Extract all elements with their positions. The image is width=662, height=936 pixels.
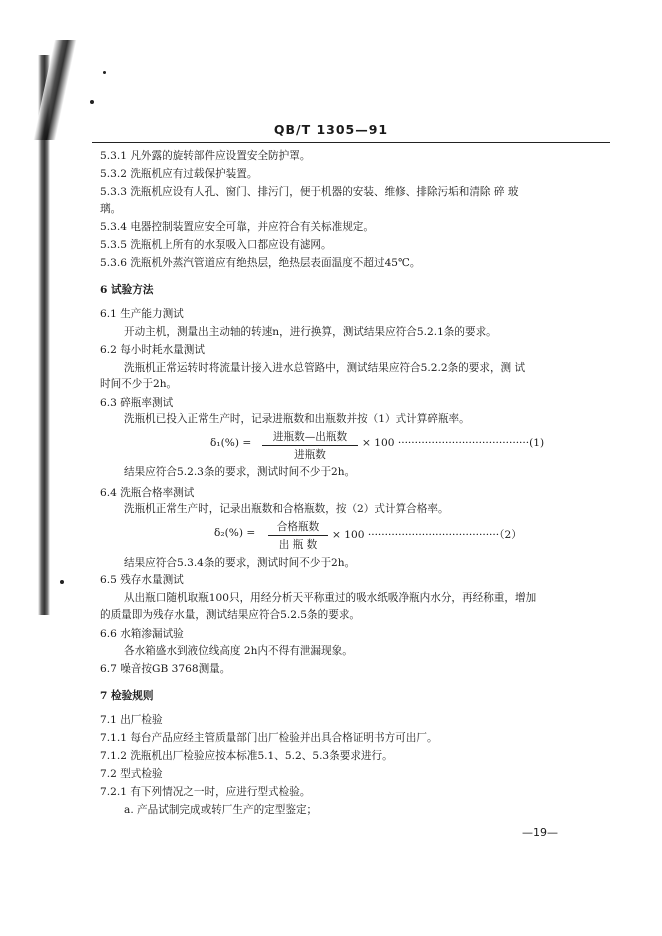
clause-6-6-text: 各水箱盛水到液位线高度 2h内不得有泄漏现象。 (124, 645, 353, 657)
formula-2-tail: × 100 ·······································（2） (332, 529, 522, 541)
clause-6-4: 6.4 洗瓶合格率测试 (100, 487, 195, 499)
clause-6-1: 6.1 生产能力测试 (100, 308, 184, 320)
clause-6-2: 6.2 每小时耗水量测试 (100, 344, 205, 356)
clause-7-1: 7.1 出厂检验 (100, 714, 163, 726)
header-rule (92, 142, 610, 143)
clause-7-2-1-a: a. 产品试制完成或转厂生产的定型鉴定； (124, 804, 318, 816)
section-7-heading: 7 检验规则 (100, 690, 154, 702)
clause-6-5: 6.5 残存水量测试 (100, 574, 184, 586)
clause-6-1-text: 开动主机，测量出主动轴的转速n，进行换算，测试结果应符合5.2.1条的要求。 (124, 326, 497, 338)
clause-5-3-4: 5.3.4 电器控制装置应安全可靠，并应符合有关标准规定。 (100, 221, 374, 233)
formula-1-tail: × 100 ·······································(1) (362, 437, 545, 449)
scan-speck (103, 71, 106, 74)
formula-1-lhs: δ₁(%) = (210, 437, 252, 449)
clause-6-4-result: 结果应符合5.3.4条的要求，测试时间不少于2h。 (124, 557, 356, 569)
clause-5-3-6: 5.3.6 洗瓶机外蒸汽管道应有绝热层，绝热层表面温度不超过45℃。 (100, 257, 421, 269)
clause-6-3-result: 结果应符合5.2.3条的要求，测试时间不少于2h。 (124, 466, 356, 478)
clause-5-3-5: 5.3.5 洗瓶机上所有的水泵吸入口都应设有滤网。 (100, 239, 332, 251)
clause-7-2: 7.2 型式检验 (100, 768, 163, 780)
formula-2-denominator: 出 瓶 数 (278, 539, 318, 551)
clause-6-2-text: 洗瓶机正常运转时将流量计接入进水总管路中，测试结果应符合5.2.2条的要求，测 试 (124, 362, 526, 374)
clause-6-6: 6.6 水箱渗漏试验 (100, 628, 184, 640)
clause-6-2-text-cont: 时间不少于2h。 (100, 378, 178, 390)
clause-7-1-1: 7.1.1 每台产品应经主管质量部门出厂检验并出具合格证明书方可出厂。 (100, 732, 438, 744)
clause-5-3-1: 5.3.1 凡外露的旋转部件应设置安全防护罩。 (100, 150, 311, 162)
clause-6-3: 6.3 碎瓶率测试 (100, 397, 174, 409)
formula-2-numerator: 合格瓶数 (268, 519, 328, 536)
section-6-heading: 6 试验方法 (100, 284, 154, 296)
clause-6-7: 6.7 噪音按GB 3768测量。 (100, 663, 231, 675)
document-header: QB/T 1305—91 (273, 122, 389, 137)
clause-5-3-2: 5.3.2 洗瓶机应有过载保护装置。 (100, 168, 258, 180)
formula-1-denominator: 进瓶数 (294, 449, 326, 461)
clause-5-3-3-cont: 璃。 (100, 203, 122, 215)
formula-2-fraction (268, 519, 328, 552)
formula-2-lhs: δ₂(%) = (214, 527, 256, 539)
scan-speck (60, 580, 64, 584)
clause-6-5-text-cont: 的质量即为残存水量，测试结果应符合5.2.5条的要求。 (100, 609, 361, 621)
clause-6-3-text: 洗瓶机已投入正常生产时，记录进瓶数和出瓶数并按（1）式计算碎瓶率。 (124, 413, 470, 425)
formula-1-numerator: 进瓶数—出瓶数 (262, 429, 358, 446)
clause-7-1-2: 7.1.2 洗瓶机出厂检验应按本标准5.1、5.2、5.3条要求进行。 (100, 750, 393, 762)
formula-1-fraction (262, 429, 358, 462)
clause-5-3-3: 5.3.3 洗瓶机应设有人孔、窗门、排污门，便于机器的安装、维修、排除污垢和清除 碎 玻 (100, 186, 519, 198)
clause-6-5-text: 从出瓶口随机取瓶100只，用经分析天平称重过的吸水纸吸净瓶内水分，再经称重，增加 (124, 592, 537, 604)
page-number: —19— (522, 826, 558, 839)
clause-6-4-text: 洗瓶机正常生产时，记录出瓶数和合格瓶数，按（2）式计算合格率。 (124, 503, 449, 515)
scan-speck (90, 100, 94, 104)
clause-7-2-1: 7.2.1 有下列情况之一时，应进行型式检验。 (100, 786, 311, 798)
